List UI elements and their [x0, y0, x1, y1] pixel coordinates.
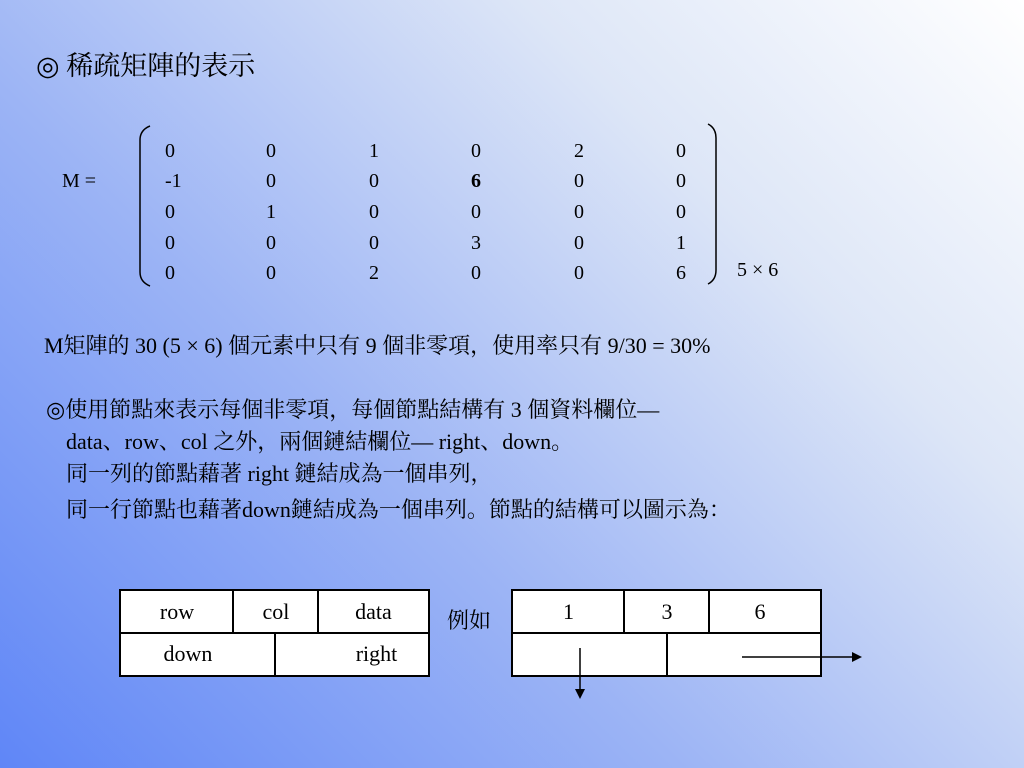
summary-text: M矩陣的 30 (5 × 6) 個元素中只有 9 個非零項，使用率只有 9/30 = 30%: [44, 333, 711, 358]
node-structure-top-row: [121, 591, 428, 634]
example-node-diagram: [511, 589, 822, 677]
field-row: row: [159, 599, 195, 624]
matrix-cell: 0: [574, 170, 584, 192]
matrix-cell: 0: [165, 262, 175, 284]
description-line-3: 同一列的節點藉著 right 鏈結成為一個串列，: [66, 461, 493, 486]
matrix-cell: 2: [574, 140, 584, 162]
matrix-cell: 6: [676, 262, 686, 284]
description-line-1: ◎使用節點來表示每個非零項，每個節點結構有 3 個資料欄位—: [46, 397, 660, 422]
matrix-cell: 2: [369, 262, 379, 284]
field-right: right: [355, 641, 398, 666]
matrix-cell: 0: [676, 140, 686, 162]
matrix-cell: 0: [369, 201, 379, 223]
down-arrow-head: [575, 689, 585, 699]
field-col: col: [262, 599, 290, 624]
example-node-top-row: [513, 591, 820, 634]
field-data: data: [355, 599, 392, 624]
right-bracket: [708, 124, 716, 284]
matrix-brackets: [0, 122, 1024, 292]
matrix-cell: 0: [471, 201, 481, 223]
matrix-cell: 0: [676, 170, 686, 192]
matrix-cell: 0: [471, 140, 481, 162]
matrix-cell: -1: [165, 170, 182, 192]
matrix-cell: 3: [471, 232, 481, 254]
slide-title: ◎ 稀疏矩陣的表示: [36, 51, 256, 81]
right-arrow-head: [852, 652, 862, 662]
matrix-cell: 0: [165, 232, 175, 254]
example-col-value: 3: [661, 599, 673, 624]
matrix-cell: 0: [574, 262, 584, 284]
matrix-label: M =: [62, 170, 97, 192]
matrix-cell: 0: [266, 262, 276, 284]
field-down: down: [163, 641, 213, 666]
example-label: 例如: [447, 608, 492, 633]
matrix-cell: 1: [676, 232, 686, 254]
divider: [274, 633, 276, 675]
matrix-cell: 1: [369, 140, 379, 162]
matrix-cell: 0: [165, 140, 175, 162]
divider: [666, 633, 668, 675]
matrix-cell: 0: [266, 170, 276, 192]
matrix-dimension: 5 × 6: [737, 259, 779, 281]
matrix-cell: 0: [266, 232, 276, 254]
matrix-cell: 0: [266, 140, 276, 162]
matrix-cell: 0: [369, 170, 379, 192]
matrix-cell: 0: [165, 201, 175, 223]
matrix-cell: 1: [266, 201, 276, 223]
node-structure-bottom-row: [121, 633, 428, 674]
description-line-2: data、row、col 之外，兩個鏈結欄位— right、down。: [66, 429, 574, 454]
matrix-cell: 0: [471, 262, 481, 284]
matrix-cell: 0: [369, 232, 379, 254]
example-row-value: 1: [563, 599, 574, 624]
node-structure-diagram: [119, 589, 430, 677]
example-data-value: 6: [754, 599, 766, 624]
matrix-cell: 0: [574, 201, 584, 223]
matrix-cell: 6: [471, 170, 481, 192]
matrix-cell: 0: [676, 201, 686, 223]
description-line-4: 同一行節點也藉著down鏈結成為一個串列。節點的結構可以圖示為：: [66, 497, 731, 522]
matrix-cell: 0: [574, 232, 584, 254]
example-node-bottom-row: [513, 633, 820, 674]
left-bracket: [140, 126, 150, 286]
